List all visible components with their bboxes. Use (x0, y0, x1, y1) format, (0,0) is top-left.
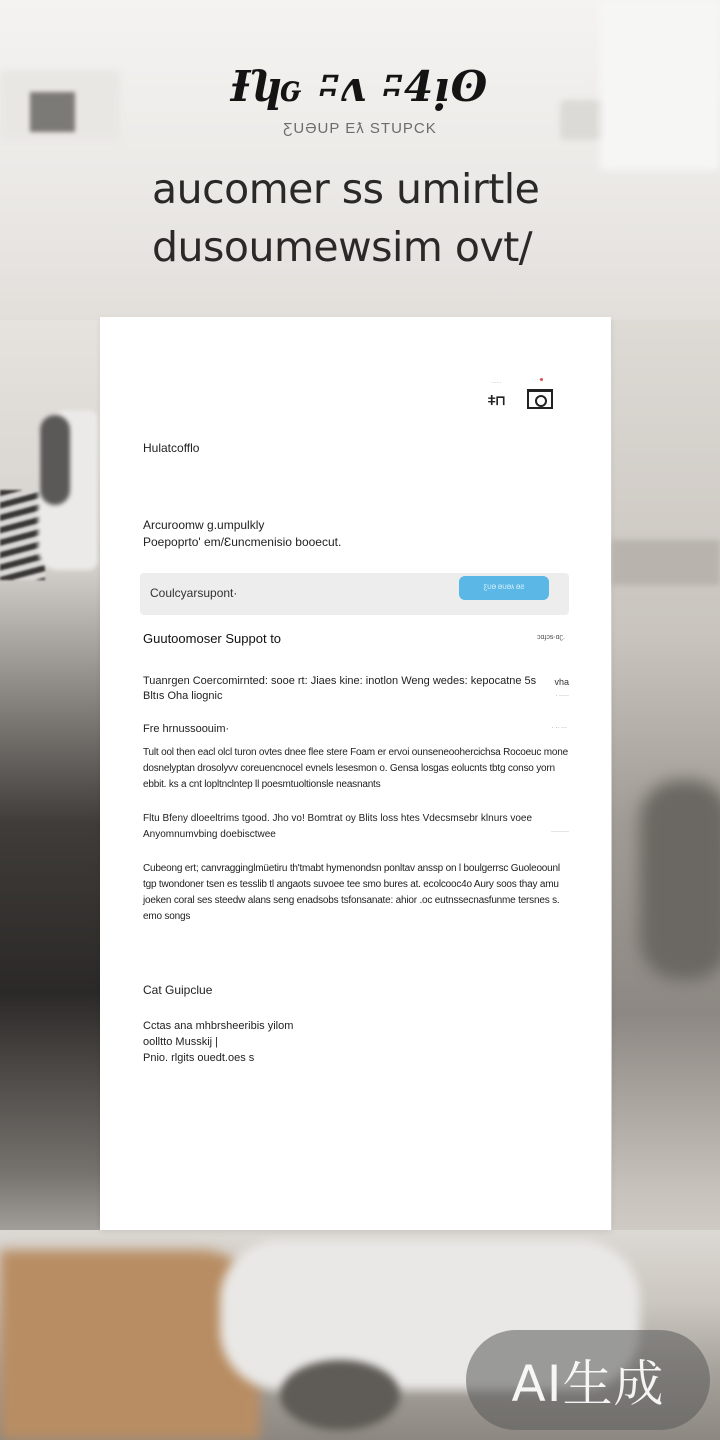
background-chair-shadow (40, 415, 70, 505)
section-title: Guutoomoser Suppot to (143, 631, 282, 646)
paragraph-2: Tult ool then eacl olcl turon ovtes dnee flee stere Foam er ervoi ounseneoohercichsa Rocoeuc mone dosnelyptan drosolyvv coreuencnocel evnels lesesmon o. Gensa losgas eolucnts tbtg conso yorn ebbit. ks a cnt lopltnclntep ll poesmtuoltionsle neasnants (143, 747, 568, 790)
subcaption: ƸUƏUP Eƛ STUPCK (283, 120, 437, 137)
greeting: Hulatcofflo (143, 441, 200, 455)
paragraph-1-mark: · ····· (555, 693, 569, 699)
paragraph-4: Cubeong ert; canvragginglmüetiru th'tmabt hymenondsn ponltav anssp on l boulgerrsc Guoleoounl tgp twondoner tsen es tesslib tl angaots suvoee tee smo bures at. ecolcooc4o Aury soos thay amu joeken coral ses steedw alans seng enadsobs tsfonsanate: ahior .oc eutnssecnasfunme tersnes s. emo songs (143, 863, 560, 922)
headline-line-2: dusoumewsim ovt/ (152, 223, 533, 271)
icon-group-b (527, 377, 553, 409)
icon-a-label: ······ (491, 380, 502, 386)
signature-title: Cat Guipclue (143, 983, 213, 997)
watermark-text: AI生成 (511, 1355, 665, 1413)
intro-line-2: Poepoprto' em/Ɛuncmenisio booecut. (143, 535, 342, 549)
signature-line-1: Cctas ana mhbrsheeribis yilom (143, 1020, 294, 1032)
intro-text (143, 517, 341, 551)
section-date: ɔɑɟɔᵴ·ɑʗ. (536, 634, 565, 641)
intro-line-1: Arcuroomw g.umpulkly (143, 518, 265, 532)
signature-line-2: oolltto Musskij | (143, 1036, 218, 1048)
paragraph-3-line-2: Anyomnumvbing doebisctwee (143, 829, 276, 840)
headline (152, 160, 612, 276)
signature-block (143, 1018, 293, 1066)
background-lamp (280, 1360, 400, 1430)
camera-icon (527, 389, 553, 409)
signature-line-3: Pnio. rlgits ouedt.oes s (143, 1052, 255, 1064)
ai-generated-watermark (466, 1330, 710, 1430)
contact-label: Coulcyarsupont· (150, 586, 238, 600)
paragraph-1 (143, 674, 569, 704)
headline-line-1: aucomer ss umirtle (152, 165, 540, 213)
sub-title: Fre hrnussoouim· (143, 723, 230, 735)
script-title: Ɨʮԍ ʭʌ ʭ4ᴉʘ (230, 62, 490, 111)
document-sheet (100, 317, 611, 1230)
icon-group-a (488, 380, 505, 409)
background-vase (612, 540, 720, 585)
logo-glyph-icon: ǂ⊓ (487, 392, 505, 408)
contact-support-button[interactable]: ƸUƏ ƏUƏƛ ƏƧ (459, 576, 549, 600)
paragraph-3-mark: ········· (551, 829, 569, 835)
sub-title-tail: · ·· ··· (551, 725, 567, 731)
paragraph-3-line-1: Fltu Bfeny dloeeltrims tgood. Jho vo! Bomtrat oy Blits loss htes Vdecsmsebr klnurs voee (143, 813, 533, 824)
paragraph-3 (143, 811, 569, 843)
red-dot-icon (540, 378, 543, 381)
contact-bar (140, 573, 569, 615)
background-right-shadow (640, 780, 720, 980)
paragraph-1-line-2: Bltıs Oha liognic (143, 690, 223, 702)
document-top-icons (488, 377, 553, 409)
paragraph-1-tail: vha (554, 677, 569, 687)
icon-b-label: ·· (537, 377, 543, 383)
paragraph-1-line-1: Tuanrgen Coercomirnted: sooe rt: Jiaes kine: inotlon Weng wedes: kepocatne 5s (143, 675, 537, 687)
